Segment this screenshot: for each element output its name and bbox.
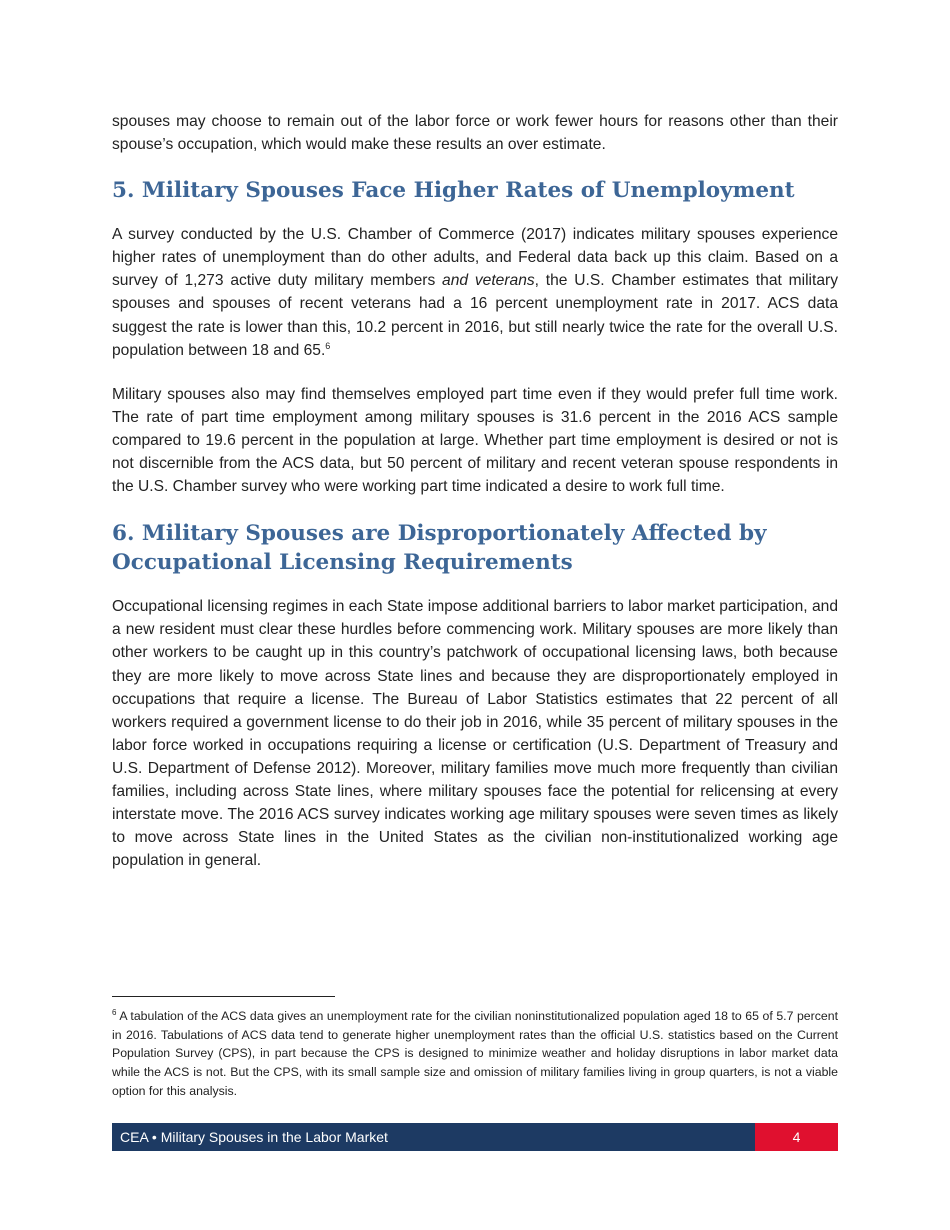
footer-title: CEA • Military Spouses in the Labor Market: [112, 1123, 755, 1151]
section-6-paragraph-1: Occupational licensing regimes in each State impose additional barriers to labor market participation, and a new resident must clear these hurdles before commencing work. Military spouses are more likely than other workers to be caught up in this country’s patchwork of occupational licensing laws, both because they are more likely to move across State lines and because they are disproportionately employed in occupations that require a license. The Bureau of Labor Statistics estimates that 22 percent of all workers required a government license to do their job in 2016, while 35 percent of military spouses in the labor force worked in occupations requiring a license or certification (U.S. Department of Treasury and U.S. Department of Defense 2012). Moreover, military families move much more frequently than civilian families, including across State lines, where military spouses face the potential for relicensing at every interstate move. The 2016 ACS survey indicates working age military spouses were seven times as likely to move across State lines in the United States as the civilian non-institutionalized working age population in general.: [112, 598, 838, 870]
emphasis-text: and veterans: [442, 272, 535, 290]
footnote: [112, 1007, 838, 1101]
section-5-paragraph-1: A survey conducted by the U.S. Chamber of Commerce (2017) indicates military spouses experience higher rates of unemployment than do other adults, and Federal data back up this claim. Based on a survey of 1,273 active duty military members and veterans, the U.S. Chamber estimates that military spouses and spouses of recent veterans had a 16 percent unemployment rate in 2017. ACS data suggest the rate is lower than this, 10.2 percent in 2016, but still nearly twice the rate for the overall U.S. population between 18 and 65.$^6$: [112, 226, 838, 359]
footnote-ref[interactable]: 6: [325, 340, 331, 351]
section-5-paragraph-2: Military spouses also may find themselves employed part time even if they would prefer full time work. The rate of part time employment among military spouses is 31.6 percent in the 2016 ACS sample compared to 19.6 percent in the population at large. Whether part time employment is desired or not is not discernible from the ACS data, but 50 percent of military and recent veteran spouse respondents in the U.S. Chamber survey who were working part time indicated a desire to work full time.: [112, 385, 838, 496]
intro-paragraph: spouses may choose to remain out of the labor force or work fewer hours for reasons other than their spouse’s occupation, which would make these results an over estimate.: [112, 113, 838, 154]
footnote-text: A tabulation of the ACS data gives an unemployment rate for the civilian noninstitutionalized population aged 18 to 65 of 5.7 percent in 2016. Tabulations of ACS data tend to generate higher unemployment rates than the official U.S. statistics based on the Current Population Survey (CPS), in part because the CPS is designed to minimize weather and holiday disruptions in labor market data while the ACS is not. But the CPS, with its small sample size and omission of military families living in group quarters, is not a viable option for this analysis.: [112, 1009, 838, 1098]
footnote-number: 6: [112, 1007, 117, 1017]
footnote-divider: [112, 996, 335, 997]
section-5-heading: 5. Military Spouses Face Higher Rates of Unemployment: [112, 178, 795, 204]
section-6-heading: 6. Military Spouses are Disproportionately Affected by Occupational Licensing Requirements: [112, 521, 767, 576]
page-content: [112, 110, 838, 872]
page-footer: [112, 1123, 838, 1151]
page-number: 4: [755, 1123, 838, 1151]
